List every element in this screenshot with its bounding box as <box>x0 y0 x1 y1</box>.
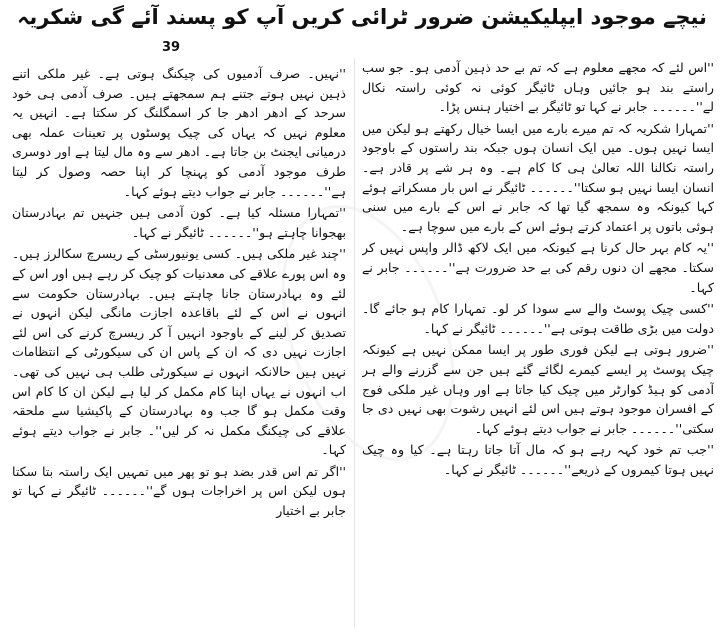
app-promo-banner: نیچے موجود ایپلیکیشن ضرور ٹرائی کریں آپ کو پسند آئے گی شکریہ <box>17 5 707 29</box>
paragraph: ''یہ کام بہر حال کرنا ہے کیونکہ میں ایک لاکھ ڈالر واپس نہیں کر سکتا۔ مجھے ان دنوں رقم کی بے حد ضرورت ہے''۔۔۔۔۔۔ جابر نے کہا۔ <box>362 240 714 295</box>
paragraph: ''کسی چیک پوسٹ والے سے سودا کر لو۔ تمہارا کام ہو جائے گا۔ دولت میں بڑی طاقت ہوتی ہے''۔۔۔۔۔۔ ٹائیگر نے کہا۔ <box>362 301 714 336</box>
paragraph: ''جب تم خود کہہ رہے ہو کہ مال آتا جاتا رہتا ہے۔ کیا وہ چیک نہیں ہوتا کیمروں کے ذریعے''۔۔۔۔۔۔ ٹائیگر نے کہا۔ <box>362 442 714 477</box>
right-text-column <box>362 58 714 633</box>
paragraph: ''چند غیر ملکی ہیں۔ کسی یونیورسٹی کے ریسرچ سکالرز ہیں۔ وہ اس پورے علاقے کی معدنیات کو چیک کر رہے ہیں اور اس کے لئے وہ بہادرستان جانا چاہتے ہیں۔ بہادرستان حکومت سے انہوں نے اس کے لئے باقاعدہ اجازت مانگی لیکن انہوں نے تصدیق کر لینے کے باوجود انہیں آ کر ریسرچ کرنے کی اس لئے اجازت نہیں دی کہ ان کے پاس ان کی سیکورٹی کے انتظامات نہیں ہیں حالانکہ انہوں نے سیکورٹی طلب ہی نہیں کی تھی۔ اب انہوں نے یہاں اپنا کام مکمل کر لیا ہے لیکن ان کا کام اس وقت مکمل ہو گا جب وہ بہادرستان کے پاکیشیا سے ملحقہ علاقے کی چیکنگ مکمل نہ کر لیں''۔ جابر نے جواب دیتے ہوئے کہا۔ <box>12 246 346 458</box>
left-text-column <box>12 64 346 639</box>
paragraph: ''اگر تم اس قدر بضد ہو تو پھر میں تمہیں ایک راستہ بتا سکتا ہوں لیکن اس پر اخراجات ہوں گے''۔۔۔۔۔۔ ٹائیگر نے کہا تو جابر بے اختیار <box>12 463 346 519</box>
column-divider <box>354 58 355 628</box>
paragraph: ''اس لئے کہ مجھے معلوم ہے کہ تم بے حد ذہین آدمی ہو۔ جو سب راستے بند ہو جائیں وہاں ٹائیگر کوئی نہ کوئی راستہ نکال لے''۔۔۔۔۔۔ جابر نے کہا تو ٹائیگر بے اختیار ہنس پڑا۔ <box>362 60 714 115</box>
paragraph: ''تمہارا شکریہ کہ تم میرے بارے میں ایسا خیال رکھتے ہو لیکن میں ایسا نہیں ہوں۔ میں ایک انسان ہوں جبکہ بند راستوں کے باوجود راستہ نکالنا اللہ تعالیٰ ہی کا کام ہے۔ وہ ہر شے پر قادر ہے۔ انسان ایسا نہیں ہو سکتا''۔۔۔۔۔۔ ٹائیگر نے اس بار مسکراتے ہوئے کہا کیونکہ وہ سمجھ گیا تھا کہ جابر نے اس کے بارے میں سنی ہوئی باتوں پر اعتماد کرتے ہوئے اس کے بارے میں سوچا ہے۔ <box>362 120 714 234</box>
paragraph: ''تمہارا مسئلہ کیا ہے۔ کون آدمی ہیں جنہیں تم بہادرستان بھجوانا چاہتے ہو''۔۔۔۔۔۔ ٹائیگر نے کہا۔ <box>12 205 346 240</box>
paragraph: ''ضرور ہوتی ہے لیکن فوری طور پر ایسا ممکن نہیں ہے کیونکہ چیک پوسٹ پر ایسے کیمرے لگائے گئے ہیں جن سے گزرنے والے ہر آدمی کو ہیڈ کوارٹر میں چیک کیا جاتا ہے اور وہاں غیر ملکی فوج کے افسران موجود ہوتے ہیں اس لئے انہیں رشوت بھی نہیں دی جا سکتی''۔۔۔۔۔۔ جابر نے جواب دیتے ہوئے کہا۔ <box>362 342 714 436</box>
page-number: 39 <box>162 40 181 55</box>
paragraph: ''نہیں۔ صرف آدمیوں کی چیکنگ ہوتی ہے۔ غیر ملکی اتنے ذہین نہیں ہوتے جتنے ہم سمجھتے ہیں۔ صرف آدمی ہی خود سرحد کے ادھر ادھر جا کر اسمگلنگ کر سکتا ہے۔ انہیں یہ معلوم نہیں کہ یہاں کی چیک پوسٹوں پر تعینات عملہ بھی درمیانی ایجنٹ بن جاتا ہے۔ ادھر سے وہ مال لیتا ہے اور دوسری طرف موجود آدمی کو پہنچا کر اپنا حصہ وصول کر لیتا ہے''۔۔۔۔۔۔ جابر نے جواب دیتے ہوئے کہا۔ <box>12 66 346 199</box>
